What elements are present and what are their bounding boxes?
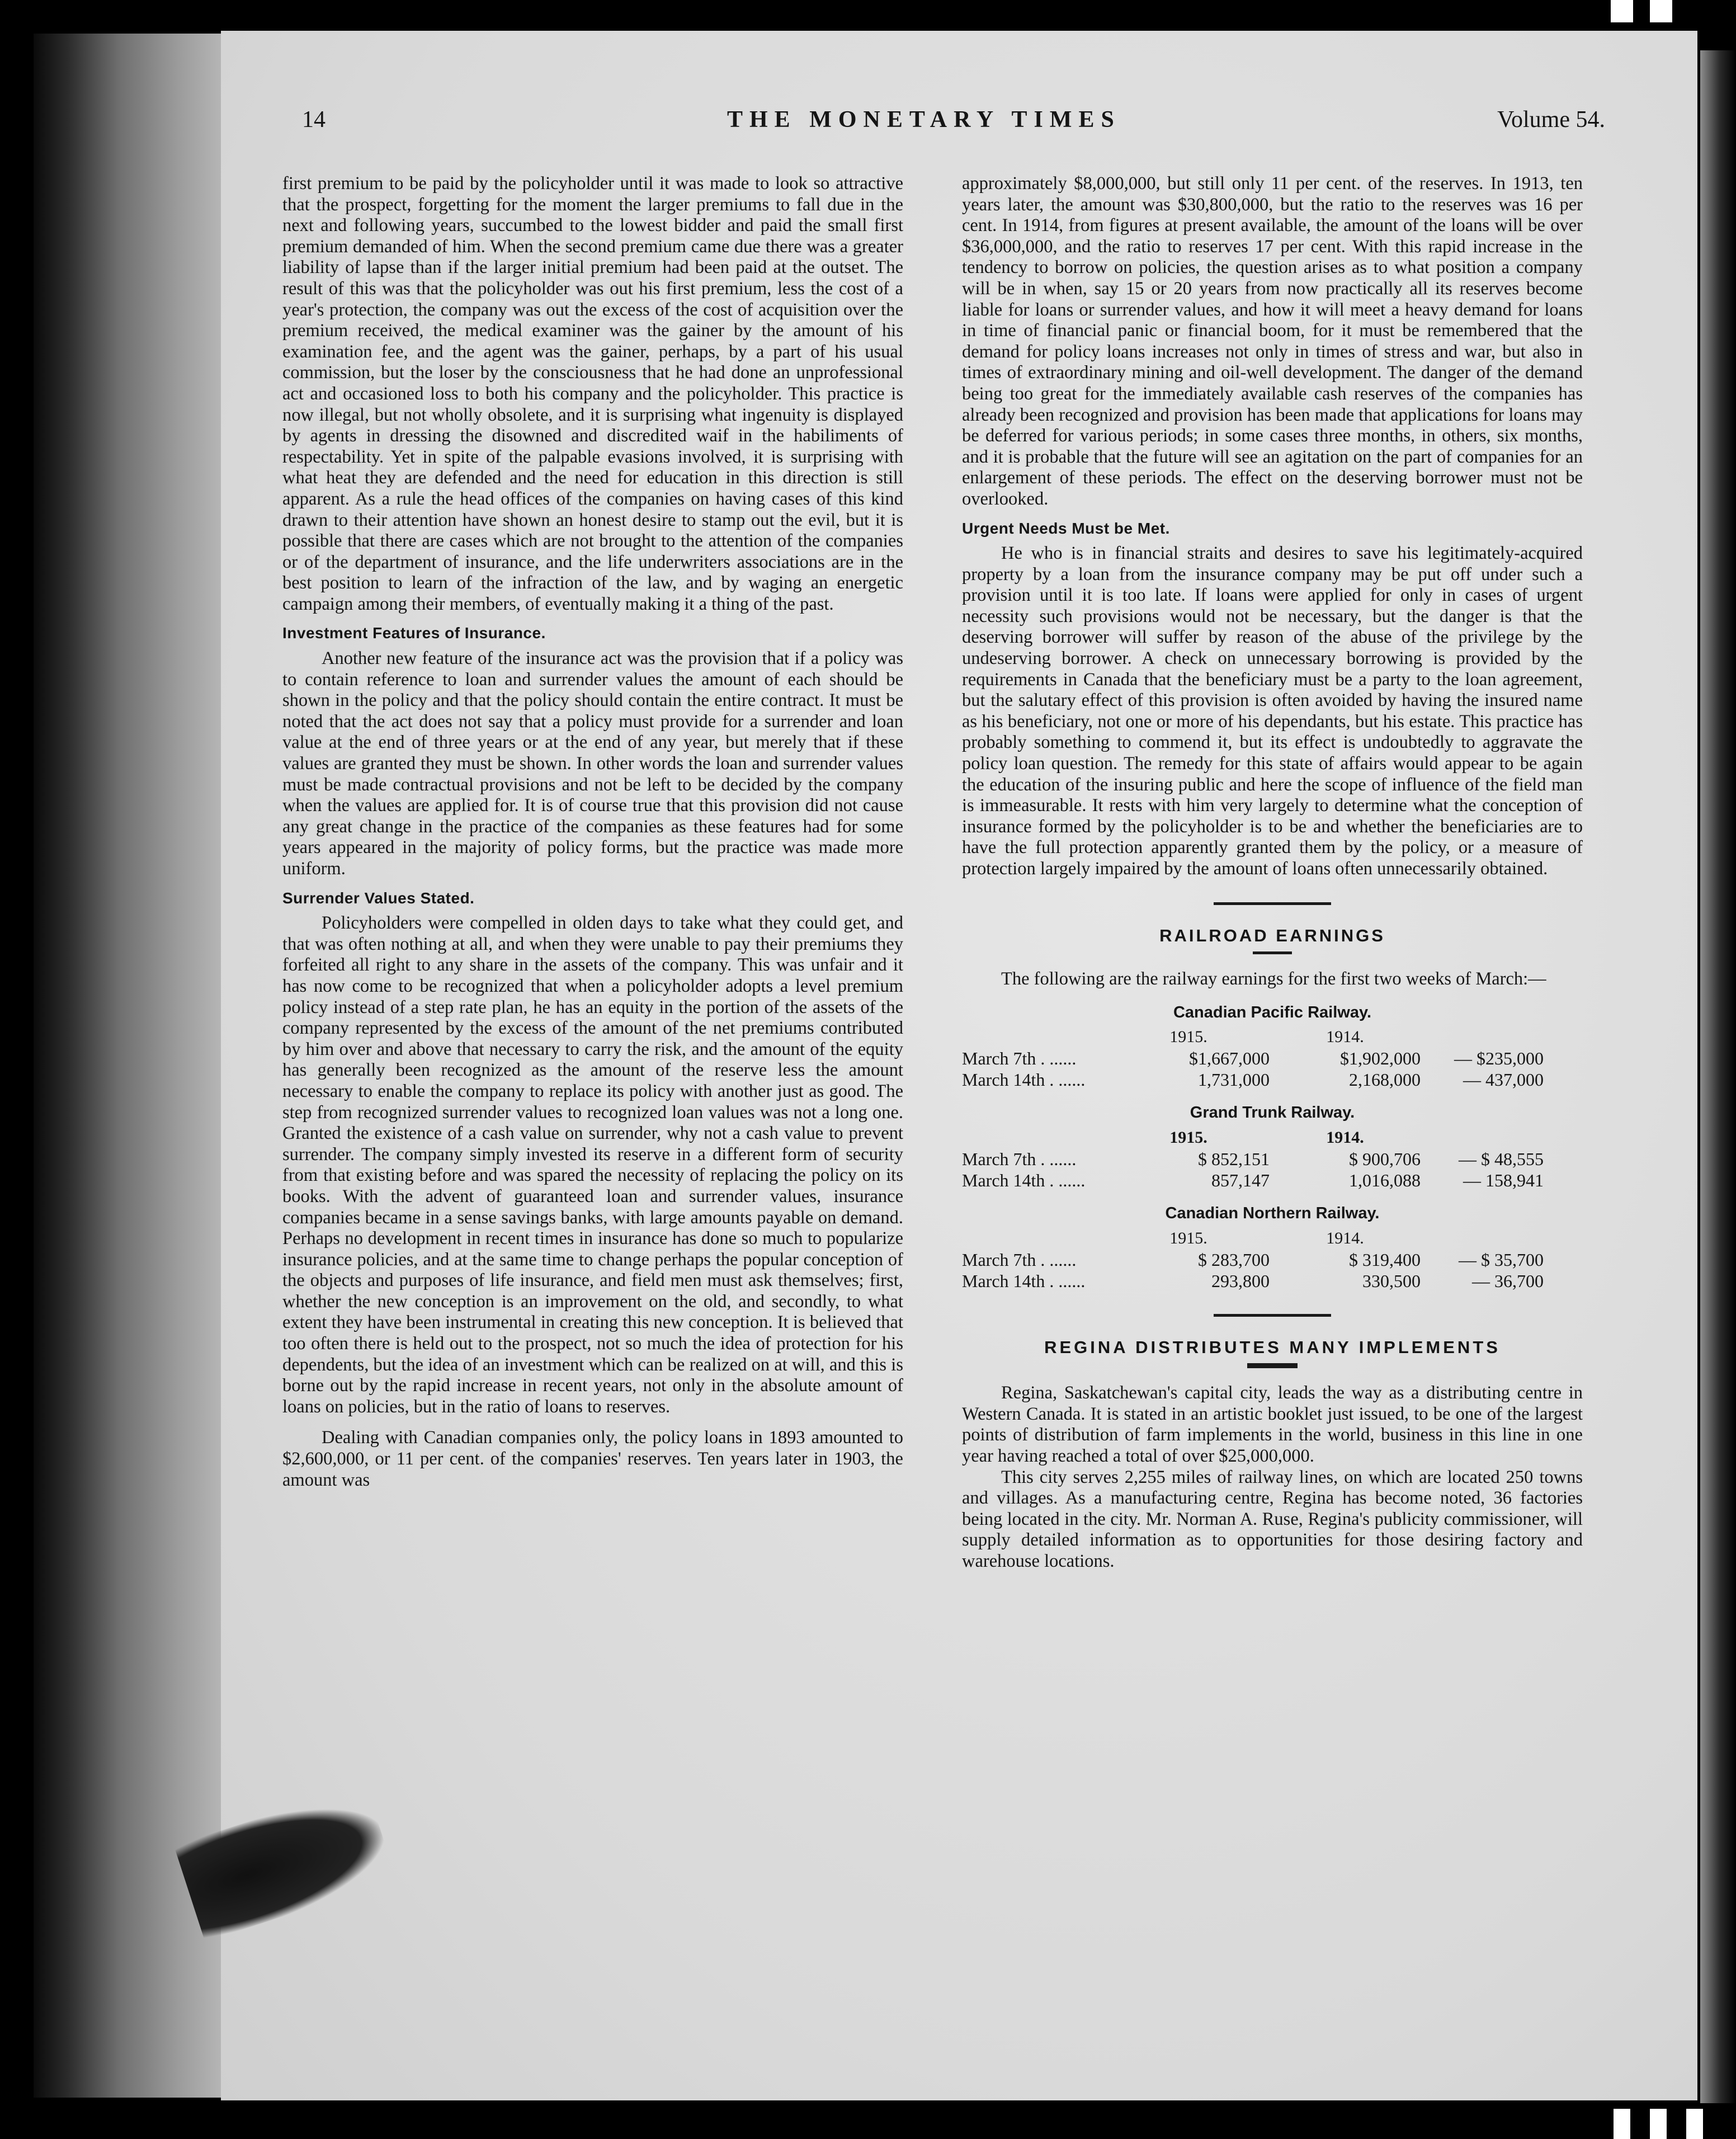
- page-number: 14: [302, 107, 326, 133]
- year-header: 1914.: [1326, 1128, 1364, 1147]
- paragraph: Policyholders were compelled in olden days to take what they could get, and that was often nothing at all, and when they were unable to pay their premiums they forfeited all right to any share in the assets of the company. This was unfair and it has now come to be recognized that when a policyholder adopts a level premium policy instead of a step rate plan, he has an equity in the portion of the assets of the company represented by the excess of the amount of the net premiums contributed by him over and above that necessary to carry the risk, and the amount of the equity has generally been recognized as the amount of the reserve less the amount necessary to enable the company to replace its policy with another just as good. The step from recognized surrender values to recognized loan values was not a long one. Granted the existence of a cash value on surrender, why not a cash value to prevent surrender. The company simply invested its reserve in a different form of security from that existing before and was spared the necessity of replacing the policy on its books. With the advent of guaranteed loan and surrender values, insurance companies became in a sense savings banks, with large amounts payable on demand. Perhaps no development in recent times in insurance has done so much to popularize insurance policies, and at the same time to change perhaps the popular conception of the objects and purposes of life insurance, and field men must ask themselves; first, whether the new conception is an improvement on the old, and secondly, to what extent they have been instrumental in creating this new conception. It is believed that too often there is held out to the prospect, not so much the idea of protection for his dependents, but the idea of an investment which can be realized on at will, and this is borne out by the rapid increase in recent years, not only in the absolute amount of loans on policies, but in the ratio of loans to reserves.: [282, 913, 903, 1417]
- book-binding-edge: [34, 34, 224, 2098]
- scanner-mark: [1650, 2109, 1667, 2139]
- scanner-mark: [1611, 0, 1633, 22]
- paragraph: He who is in financial straits and desires to save his legitimately-acquired property by a loan from the insurance company may be put off under such a provision until it is too late. If loans were applied for only in cases of urgent necessity such provisions would not be necessary, but the danger is that the deserving borrower will suffer by reason of the abuse of the privilege by the undeserving borrower. A check on unnecessary borrowing is provided by the requirements in Canada that the beneficiary must be a party to the loan agreement, but the salutary effect of this provision is often avoided by having the insured name as his beneficiary, not one or more of his dependants, but his estate. This practice has probably something to commend it, but its effect is undoubtedly to aggravate the policy loan question. The remedy for this state of affairs would appear to be again the education of the insuring public and here the scope of influence of the field man is immeasurable. It rests with him very largely to determine what the conception of insurance formed by the policyholder is to be and whether the beneficiaries are to have the full protection apparently granted them by the policy, or a measure of protection largely impaired by the amount of loans often unnecessarily obtained.: [962, 543, 1583, 879]
- railway-name: Canadian Northern Railway.: [1165, 1204, 1380, 1222]
- divider: [1247, 1363, 1298, 1368]
- year-header: 1915.: [1169, 1128, 1207, 1147]
- regina-article-title: REGINA DISTRIBUTES MANY IMPLEMENTS: [1044, 1337, 1501, 1357]
- divider: [1214, 1314, 1331, 1317]
- earnings-table: [962, 1026, 1544, 1090]
- railway-cpr: [962, 1002, 1583, 1091]
- scanner-mark: [1614, 2109, 1630, 2139]
- paragraph: Dealing with Canadian companies only, the policy loans in 1893 amounted to $2,600,000, or 11 per cent. of the companies' reserves. Ten years later in 1903, the amount was: [282, 1427, 903, 1490]
- year-header: 1915.: [1169, 1228, 1207, 1247]
- table-row: March 14th . ...... 857,147 1,016,088 — 158,941: [962, 1170, 1544, 1190]
- year-header: 1914.: [1326, 1028, 1364, 1047]
- section-heading: Urgent Needs Must be Met.: [962, 519, 1170, 537]
- table-row: March 14th . ...... 293,800 330,500 — 36,700: [962, 1270, 1544, 1291]
- paragraph: Regina, Saskatchewan's capital city, leads the way as a distributing centre in Western Canada. It is stated in an artistic booklet just issued, to be one of the largest points of distribution of farm implements in the world, business in this line in one year having reached a total of over $25,000,000.: [962, 1383, 1583, 1466]
- paragraph: first premium to be paid by the policyholder until it was made to look so attractive that the prospect, forgetting for the moment the larger premiums to fall due in the next and following years, succumbed to the lowest bidder and paid the small first premium demanded of him. When the second premium came due there was a greater liability of lapse than if the larger initial premium had been paid at the outset. The result of this was that the policyholder was out his first premium, less the cost of a year's protection, the company was out the excess of the cost of acquisition over the premium received, the medical examiner was the gainer by the amount of his examination fee, and the agent was the gainer, perhaps, by a part of his usual commission, but the loser by the consciousness that he had done an unprofessional act and occasioned loss to both his company and the policyholder. This practice is now illegal, but not wholly obsolete, and it is surprising what ingenuity is displayed by agents in dressing the disowned and discredited waif in the habiliments of respectability. Yet in spite of the palpable evasions involved, it is surprising with what heat they are defended and the need for education in this direction is still apparent. As a rule the head offices of the companies on having cases of this kind drawn to their attention have shown an honest desire to stamp out the evil, but it is possible that there are cases which are not brought to the attention of the companies or of the department of insurance, and the life underwriters associations are in the best position to learn of the infraction of the law, and by waging an energetic campaign among their members, of eventually making it a thing of the past.: [282, 173, 903, 614]
- railroad-intro: The following are the railway earnings for the first two weeks of March:—: [1001, 969, 1546, 990]
- railroad-earnings-title: RAILROAD EARNINGS: [1159, 925, 1385, 945]
- volume-label: Volume 54.: [1497, 107, 1605, 133]
- table-row: March 7th . ...... $ 852,151 $ 900,706 — $ 48,555: [962, 1148, 1544, 1169]
- railway-name: Grand Trunk Railway.: [1190, 1104, 1355, 1122]
- divider: [1253, 951, 1292, 954]
- earnings-table: [962, 1127, 1544, 1191]
- year-header: 1915.: [1169, 1028, 1207, 1047]
- right-column: [962, 173, 1583, 1572]
- page-right-edge: [1700, 50, 1736, 2103]
- table-row: March 7th . ...... $ 283,700 $ 319,400 — $ 35,700: [962, 1249, 1544, 1270]
- paragraph: This city serves 2,255 miles of railway lines, on which are located 250 towns and villages. As a manufacturing centre, Regina has become noted, 36 factories being located in the city. Mr. Norman A. Ruse, Regina's publicity commissioner, will supply detailed information as to opportunities for those desiring factory and warehouse locations.: [962, 1467, 1583, 1571]
- year-header: 1914.: [1326, 1228, 1364, 1247]
- paragraph: Another new feature of the insurance act was the provision that if a policy was to contain reference to loan and surrender values the amount of each should be shown in the policy and that the policy should contain the entire contract. It must be noted that the act does not say that a policy must provide for a surrender and loan value at the end of three years or at the end of any year, but merely that if these values are granted they must be shown. In other words the loan and surrender values must be made contractual provisions and not be left to be decided by the company when the values are applied for. It is of course true that this provision did not cause any great change in the practice of the companies as these features had for some years appeared in the majority of policy forms, but the practice was made more uniform.: [282, 648, 903, 879]
- page-header: [302, 106, 1605, 140]
- table-row: March 14th . ...... 1,731,000 2,168,000 — 437,000: [962, 1070, 1544, 1090]
- scanner-mark: [1686, 2109, 1703, 2139]
- railway-cnr: [962, 1203, 1583, 1292]
- railway-gtr: [962, 1103, 1583, 1191]
- section-heading: Investment Features of Insurance.: [282, 624, 546, 642]
- scanner-mark: [1650, 0, 1672, 22]
- earnings-table: [962, 1228, 1544, 1292]
- left-column: [282, 173, 903, 1491]
- publication-title: THE MONETARY TIMES: [727, 107, 1121, 133]
- railway-name: Canadian Pacific Railway.: [1173, 1003, 1372, 1021]
- paragraph: approximately $8,000,000, but still only 11 per cent. of the reserves. In 1913, ten years later, the amount was $30,800,000, but the ratio to the reserves was 16 per cent. In 1914, from figures at present available, the amount of the loans will be over $36,000,000, and the ratio to reserves 17 per cent. With this rapid increase in the tendency to borrow on policies, the question arises as to what position a company will be in when, say 15 or 20 years from now practically all its reserves become liable for loans or surrender values, and how it will meet a heavy demand for loans in time of financial panic or financial boom, for it must be remembered that the demand for policy loans increases not only in times of stress and war, but also in times of extraordinary mining and oil-well development. The danger of the demand being too great for the immediately available cash reserves of the companies has already been recognized and provision has been made that applications for loans may be deferred for various periods; in some cases three months, in others, six months, and it is probable that the future will see an agitation on the part of companies for an enlargement of these periods. The effect on the deserving borrower must not be overlooked.: [962, 173, 1583, 509]
- section-heading: Surrender Values Stated.: [282, 889, 475, 907]
- divider: [1214, 902, 1331, 905]
- table-row: March 7th . ...... $1,667,000 $1,902,000 — $235,000: [962, 1048, 1544, 1069]
